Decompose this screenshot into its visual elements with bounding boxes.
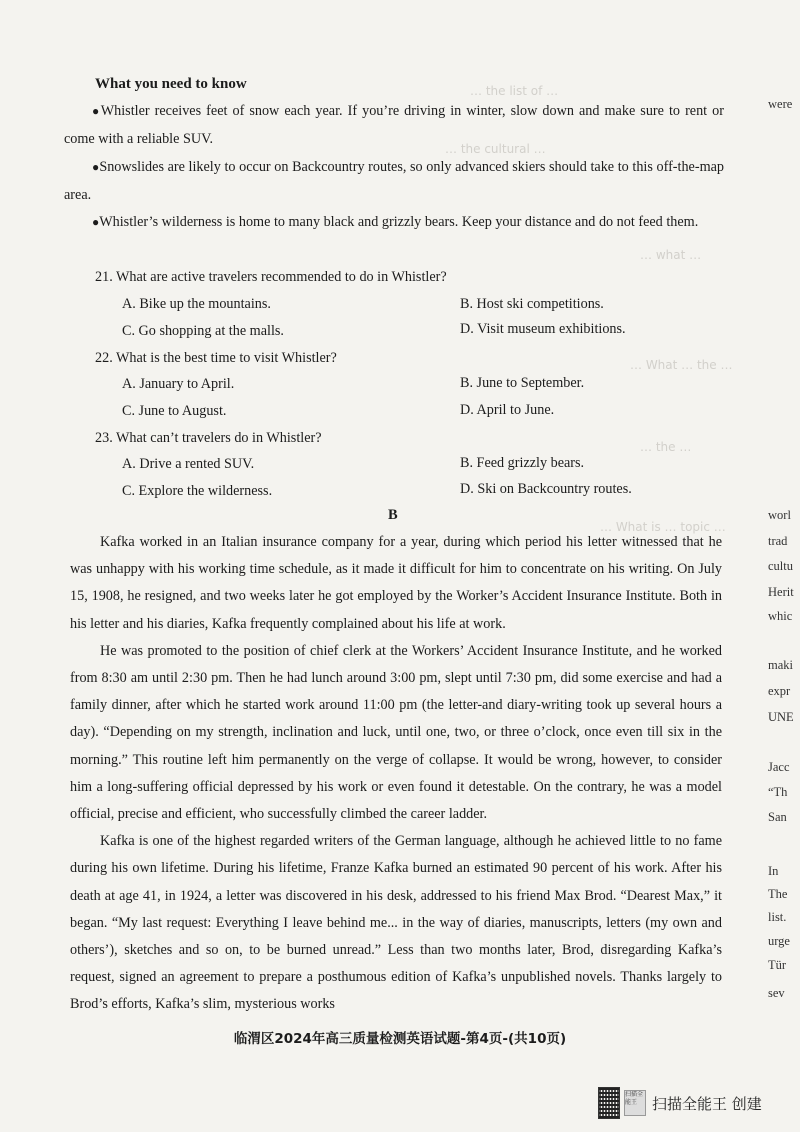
bleed-through-text: … the cultural …: [445, 142, 546, 156]
bullet-icon: ●: [92, 104, 101, 118]
adjacent-page-fragment: worl: [768, 508, 791, 522]
adjacent-page-fragment: were: [768, 97, 793, 111]
question-option: B. Host ski competitions.: [460, 296, 604, 312]
adjacent-page-fragment: Tür: [768, 958, 787, 972]
question-option: B. Feed grizzly bears.: [460, 455, 585, 471]
adjacent-page-fragment: Herit: [768, 585, 794, 599]
bleed-through-text: … What … the …: [630, 358, 733, 372]
adjacent-page-fragment: “Th: [768, 785, 788, 799]
question-option: B. June to September.: [460, 375, 585, 391]
question-option: D. April to June.: [460, 402, 555, 418]
question-option: A. Bike up the mountains.: [122, 296, 271, 312]
adjacent-page-fragment: whic: [768, 609, 793, 623]
bullet-paragraph: ●Snowslides are likely to occur on Backcountry routes, so only advanced skiers should take to this off-the-map area.: [64, 159, 725, 203]
bullet-icon: ●: [92, 215, 100, 229]
question-option: C. June to August.: [122, 403, 227, 419]
bleed-through-text: … the …: [640, 440, 692, 454]
watermark-text: 扫描全能王 创建: [652, 1094, 762, 1113]
adjacent-page-fragment: In: [768, 864, 779, 878]
app-logo-icon: 扫描全能王: [624, 1090, 646, 1116]
adjacent-page-fragment: UNE: [768, 710, 794, 724]
question-option: A. January to April.: [122, 376, 235, 392]
adjacent-page-fragment: cultu: [768, 559, 793, 573]
question-stem: 23. What can’t travelers do in Whistler?: [95, 430, 322, 446]
passage-paragraph: Kafka is one of the highest regarded writers of the German language, although he achieved little to no fame during his own lifetime. During his lifetime, Franze Kafka burned an estimated 90 percent of his work. After his death at age 41, in 1924, a letter was discovered in his desk, addressed to his friend Max Brod. “Dearest Max,” it began. “My last request: Everything I leave behind me... in the way of diaries, manuscripts, letters (my own and others’), sketches and so on, to be burned unread.” Less than two months later, Brod, disregarding Kafka’s request, signed an agreement to prepare a posthumous edition of Kafka’s unpublished novels. Thanks largely to Brod’s efforts, Kafka’s slim, mysterious works: [70, 833, 722, 1013]
adjacent-page-fragment: San: [768, 810, 787, 824]
qr-code-icon: [598, 1087, 620, 1119]
scanner-watermark: [598, 1086, 794, 1120]
adjacent-page-fragment: trad: [768, 534, 788, 548]
adjacent-page-fragment: The: [768, 887, 788, 901]
adjacent-page-fragment: expr: [768, 684, 791, 698]
question-stem: 21. What are active travelers recommended to do in Whistler?: [95, 269, 447, 285]
question-option: C. Go shopping at the malls.: [122, 323, 284, 339]
question-option: D. Ski on Backcountry routes.: [460, 481, 632, 497]
section-label: B: [388, 507, 398, 523]
bullet-icon: ●: [92, 160, 100, 174]
bullet-paragraph: ●Whistler receives feet of snow each year. If you’re driving in winter, slow down and make sure to rent or come with a reliable SUV.: [64, 103, 724, 147]
bleed-through-text: … the list of …: [470, 84, 559, 98]
reading-passage: [70, 529, 722, 1019]
adjacent-page-fragment: urge: [768, 934, 790, 948]
adjacent-page-fragment: Jacc: [768, 760, 790, 774]
adjacent-page-fragment: sev: [768, 986, 785, 1000]
question-option: D. Visit museum exhibitions.: [460, 321, 626, 337]
adjacent-page-fragment: list.: [768, 910, 787, 924]
bleed-through-text: … what …: [640, 248, 702, 262]
passage-paragraph: Kafka worked in an Italian insurance company for a year, during which period his letter witnessed that he was unhappy with his working time schedule, as it made it difficult for him to concentrate on his writing. On July 15, 1908, he resigned, and two weeks later he got employed by the Worker’s Accident Insurance Institute. Both in his letter and his diaries, Kafka frequently complained about his life at work.: [70, 534, 722, 632]
page-footer: 临渭区2024年高三质量检测英语试题-第4页-(共10页): [233, 1031, 567, 1047]
section-heading: What you need to know: [95, 76, 247, 92]
question-option: A. Drive a rented SUV.: [122, 456, 255, 472]
adjacent-page-fragment: maki: [768, 658, 793, 672]
passage-paragraph: He was promoted to the position of chief clerk at the Workers’ Accident Insurance Institute, and he worked from 8:30 am until 2:30 pm. Then he had lunch around 3:00 pm, slept until 7:30 pm, did some exercise and had a family dinner, after which he started work around 11:00 pm (the letter-and diary-writing took up several hours a day). “Depending on my strength, inclination and luck, until one, two, or three o’clock, once even till six in the morning.” This routine left him permanently on the verge of collapse. It would be wrong, however, to consider him a long-suffering official depressed by his work or even found it detestable. On the contrary, he was a model official, precise and efficient, who successfully climbed the career ladder.: [70, 642, 722, 823]
question-option: C. Explore the wilderness.: [122, 483, 273, 499]
bullet-paragraph: ●Whistler’s wilderness is home to many black and grizzly bears. Keep your distance and do not feed them.: [92, 214, 699, 230]
bleed-through-text: … What is … topic …: [600, 520, 726, 534]
question-stem: 22. What is the best time to visit Whistler?: [95, 350, 337, 366]
